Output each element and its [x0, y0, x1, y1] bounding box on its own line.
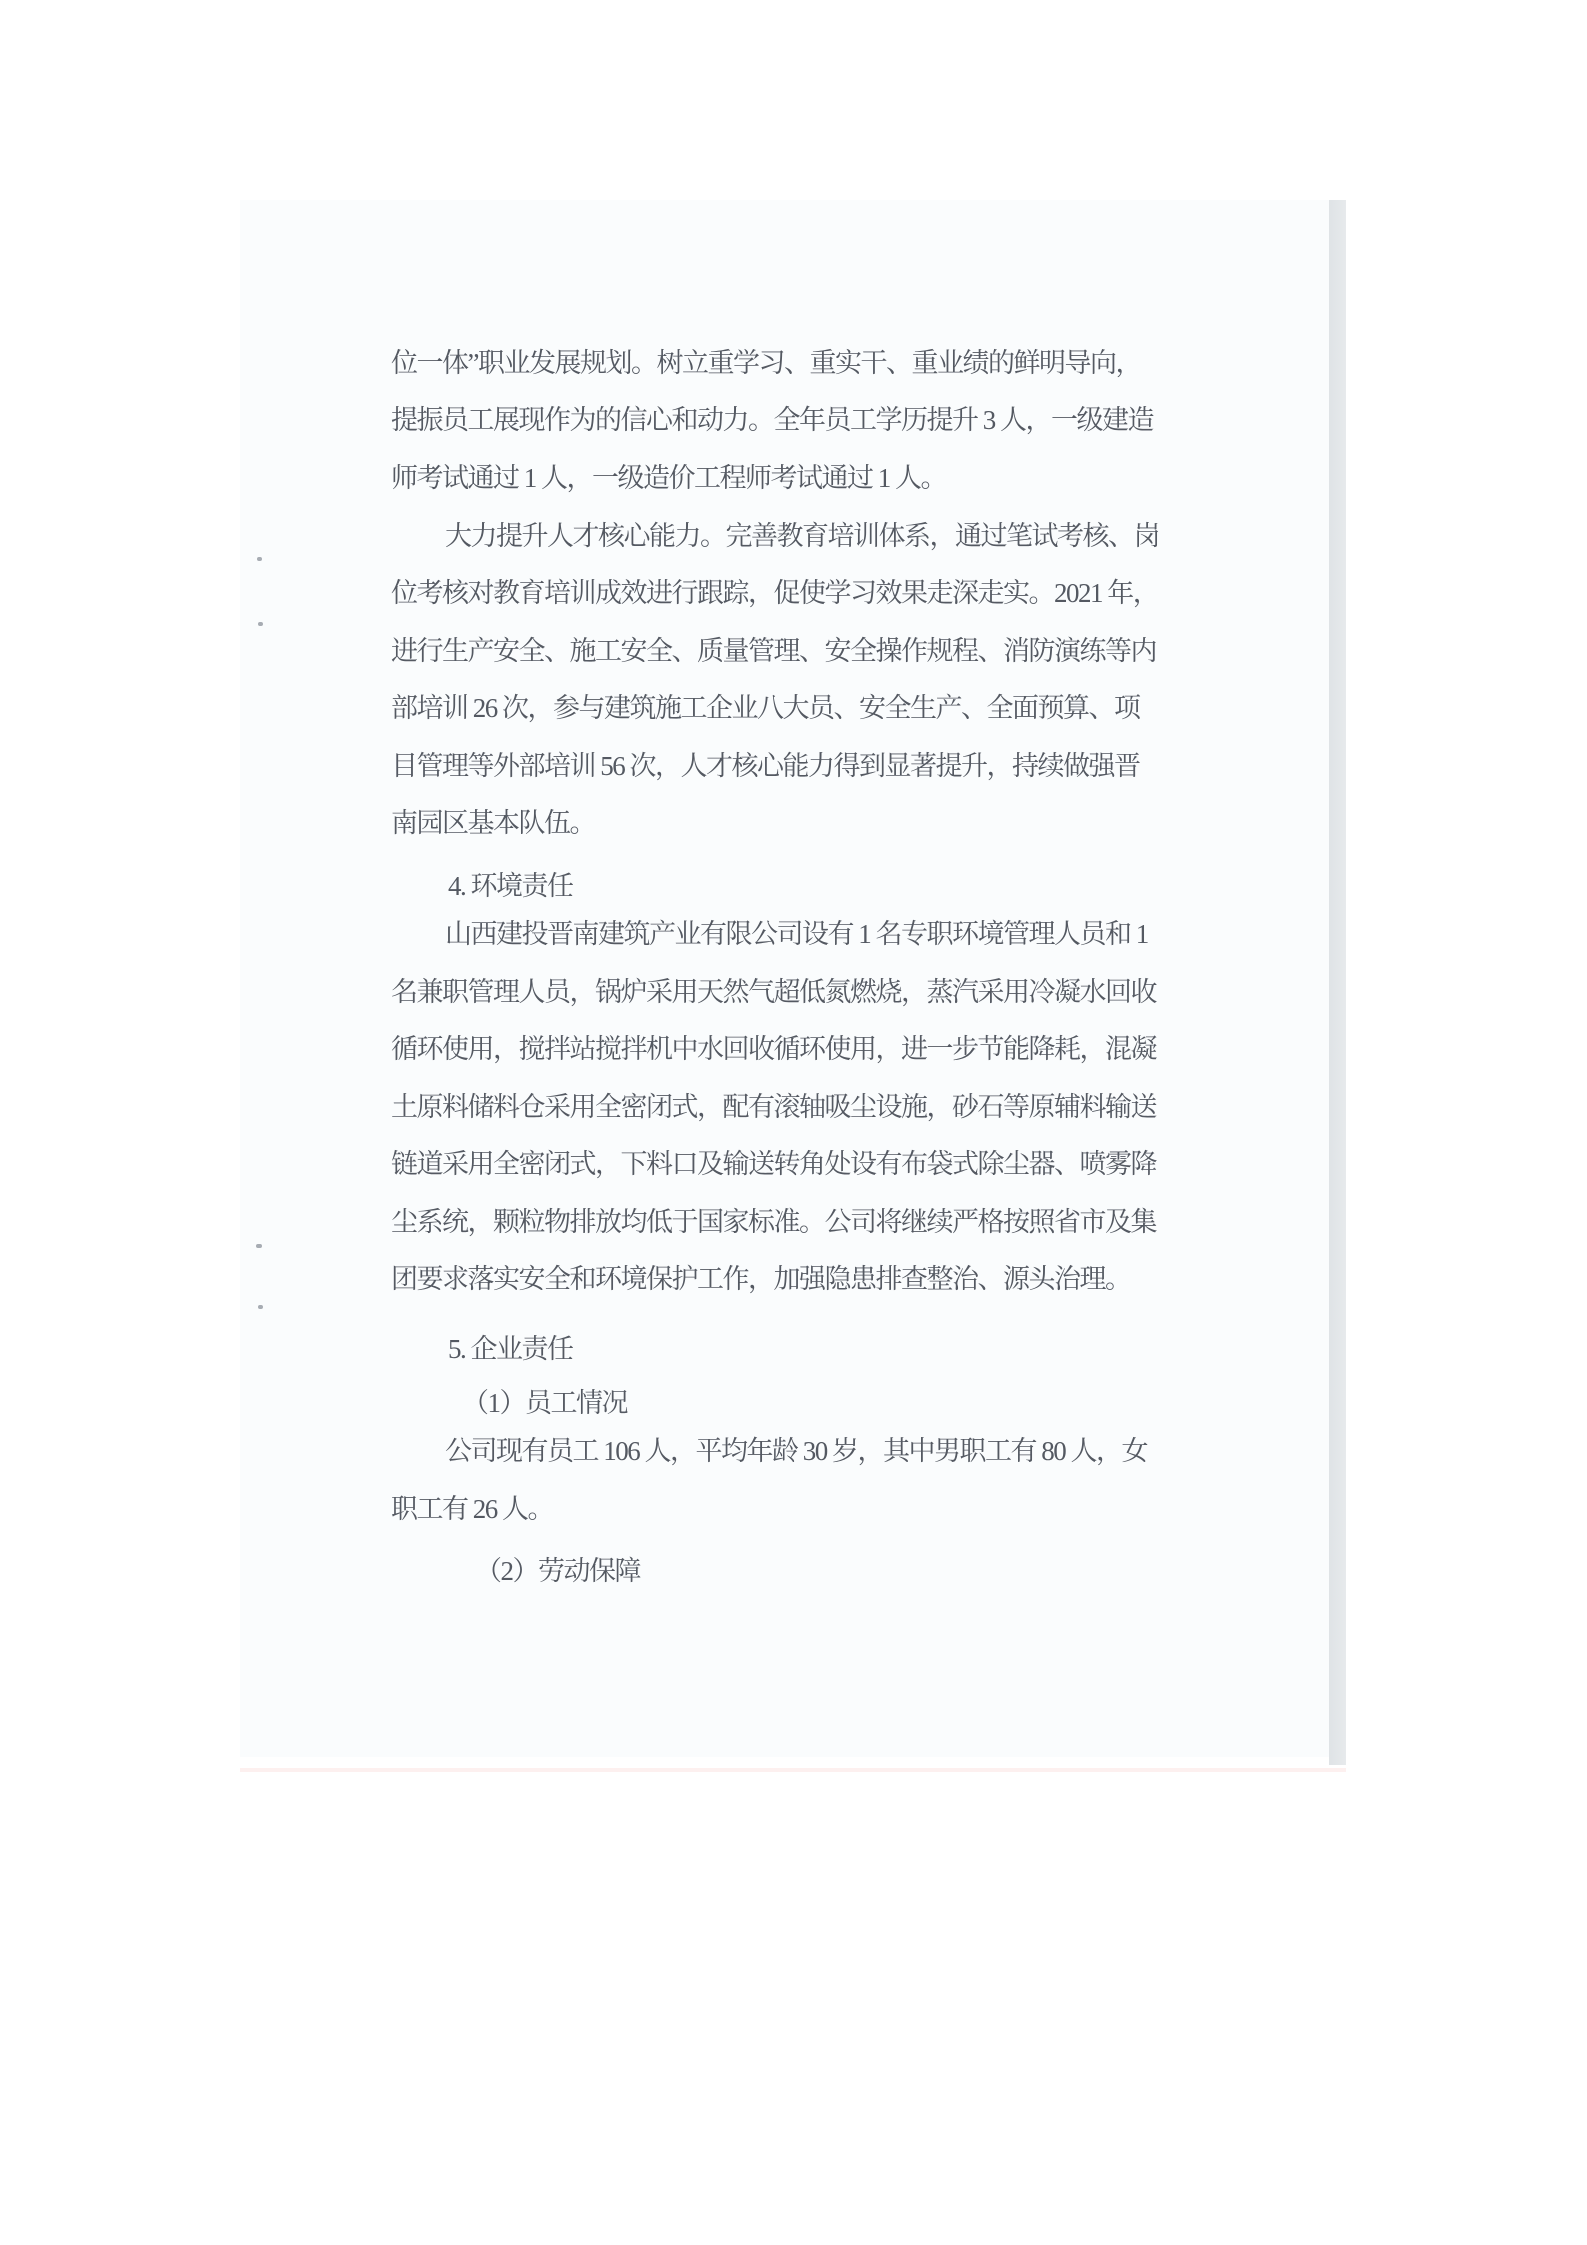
- page-edge-shadow: [1329, 200, 1346, 1765]
- text-line: 链道采用全密闭式，下料口及输送转角处设有布袋式除尘器、喷雾降: [391, 1149, 1156, 1179]
- subsection-heading-labor: （2）劳动保障: [475, 1556, 640, 1586]
- document-page: [240, 200, 1329, 1757]
- scan-speck: [256, 1244, 262, 1248]
- text-line: 山西建投晋南建筑产业有限公司设有 1 名专职环境管理人员和 1: [445, 919, 1148, 949]
- scan-speck: [257, 557, 262, 561]
- scan-speck: [258, 622, 263, 626]
- text-line: 职工有 26 人。: [391, 1494, 553, 1524]
- text-line: 循环使用，搅拌站搅拌机中水回收循环使用，进一步节能降耗，混凝: [391, 1034, 1156, 1064]
- subsection-heading-staff: （1）员工情况: [462, 1388, 627, 1418]
- text-line: 名兼职管理人员，锅炉采用天然气超低氮燃烧，蒸汽采用冷凝水回收: [391, 977, 1156, 1007]
- text-line: 公司现有员工 106 人，平均年龄 30 岁，其中男职工有 80 人，女: [445, 1436, 1147, 1466]
- text-line: 南园区基本队伍。: [391, 808, 595, 838]
- text-line: 团要求落实安全和环境保护工作，加强隐患排查整治、源头治理。: [391, 1264, 1131, 1294]
- scan-artifact-line: [240, 1768, 1346, 1772]
- text-line: 位考核对教育培训成效进行跟踪，促使学习效果走深走实。2021 年，: [391, 578, 1159, 608]
- text-line: 部培训 26 次，参与建筑施工企业八大员、安全生产、全面预算、项: [391, 693, 1140, 723]
- text-line: 土原料储料仓采用全密闭式，配有滚轴吸尘设施，砂石等原辅料输送: [391, 1092, 1156, 1122]
- text-line: 尘系统，颗粒物排放均低于国家标准。公司将继续严格按照省市及集: [391, 1207, 1156, 1237]
- scan-speck: [258, 1305, 263, 1309]
- section-heading-environment: 4. 环境责任: [448, 871, 573, 901]
- text-line: 位一体”职业发展规划。树立重学习、重实干、重业绩的鲜明导向，: [391, 348, 1141, 378]
- text-line: 提振员工展现作为的信心和动力。全年员工学历提升 3 人，一级建造: [391, 405, 1153, 435]
- text-line: 进行生产安全、施工安全、质量管理、安全操作规程、消防演练等内: [391, 636, 1156, 666]
- section-heading-enterprise: 5. 企业责任: [448, 1334, 573, 1364]
- text-line: 目管理等外部培训 56 次，人才核心能力得到显著提升，持续做强晋: [391, 751, 1140, 781]
- text-line: 大力提升人才核心能力。完善教育培训体系，通过笔试考核、岗: [445, 521, 1159, 551]
- text-line: 师考试通过 1 人，一级造价工程师考试通过 1 人。: [391, 463, 946, 493]
